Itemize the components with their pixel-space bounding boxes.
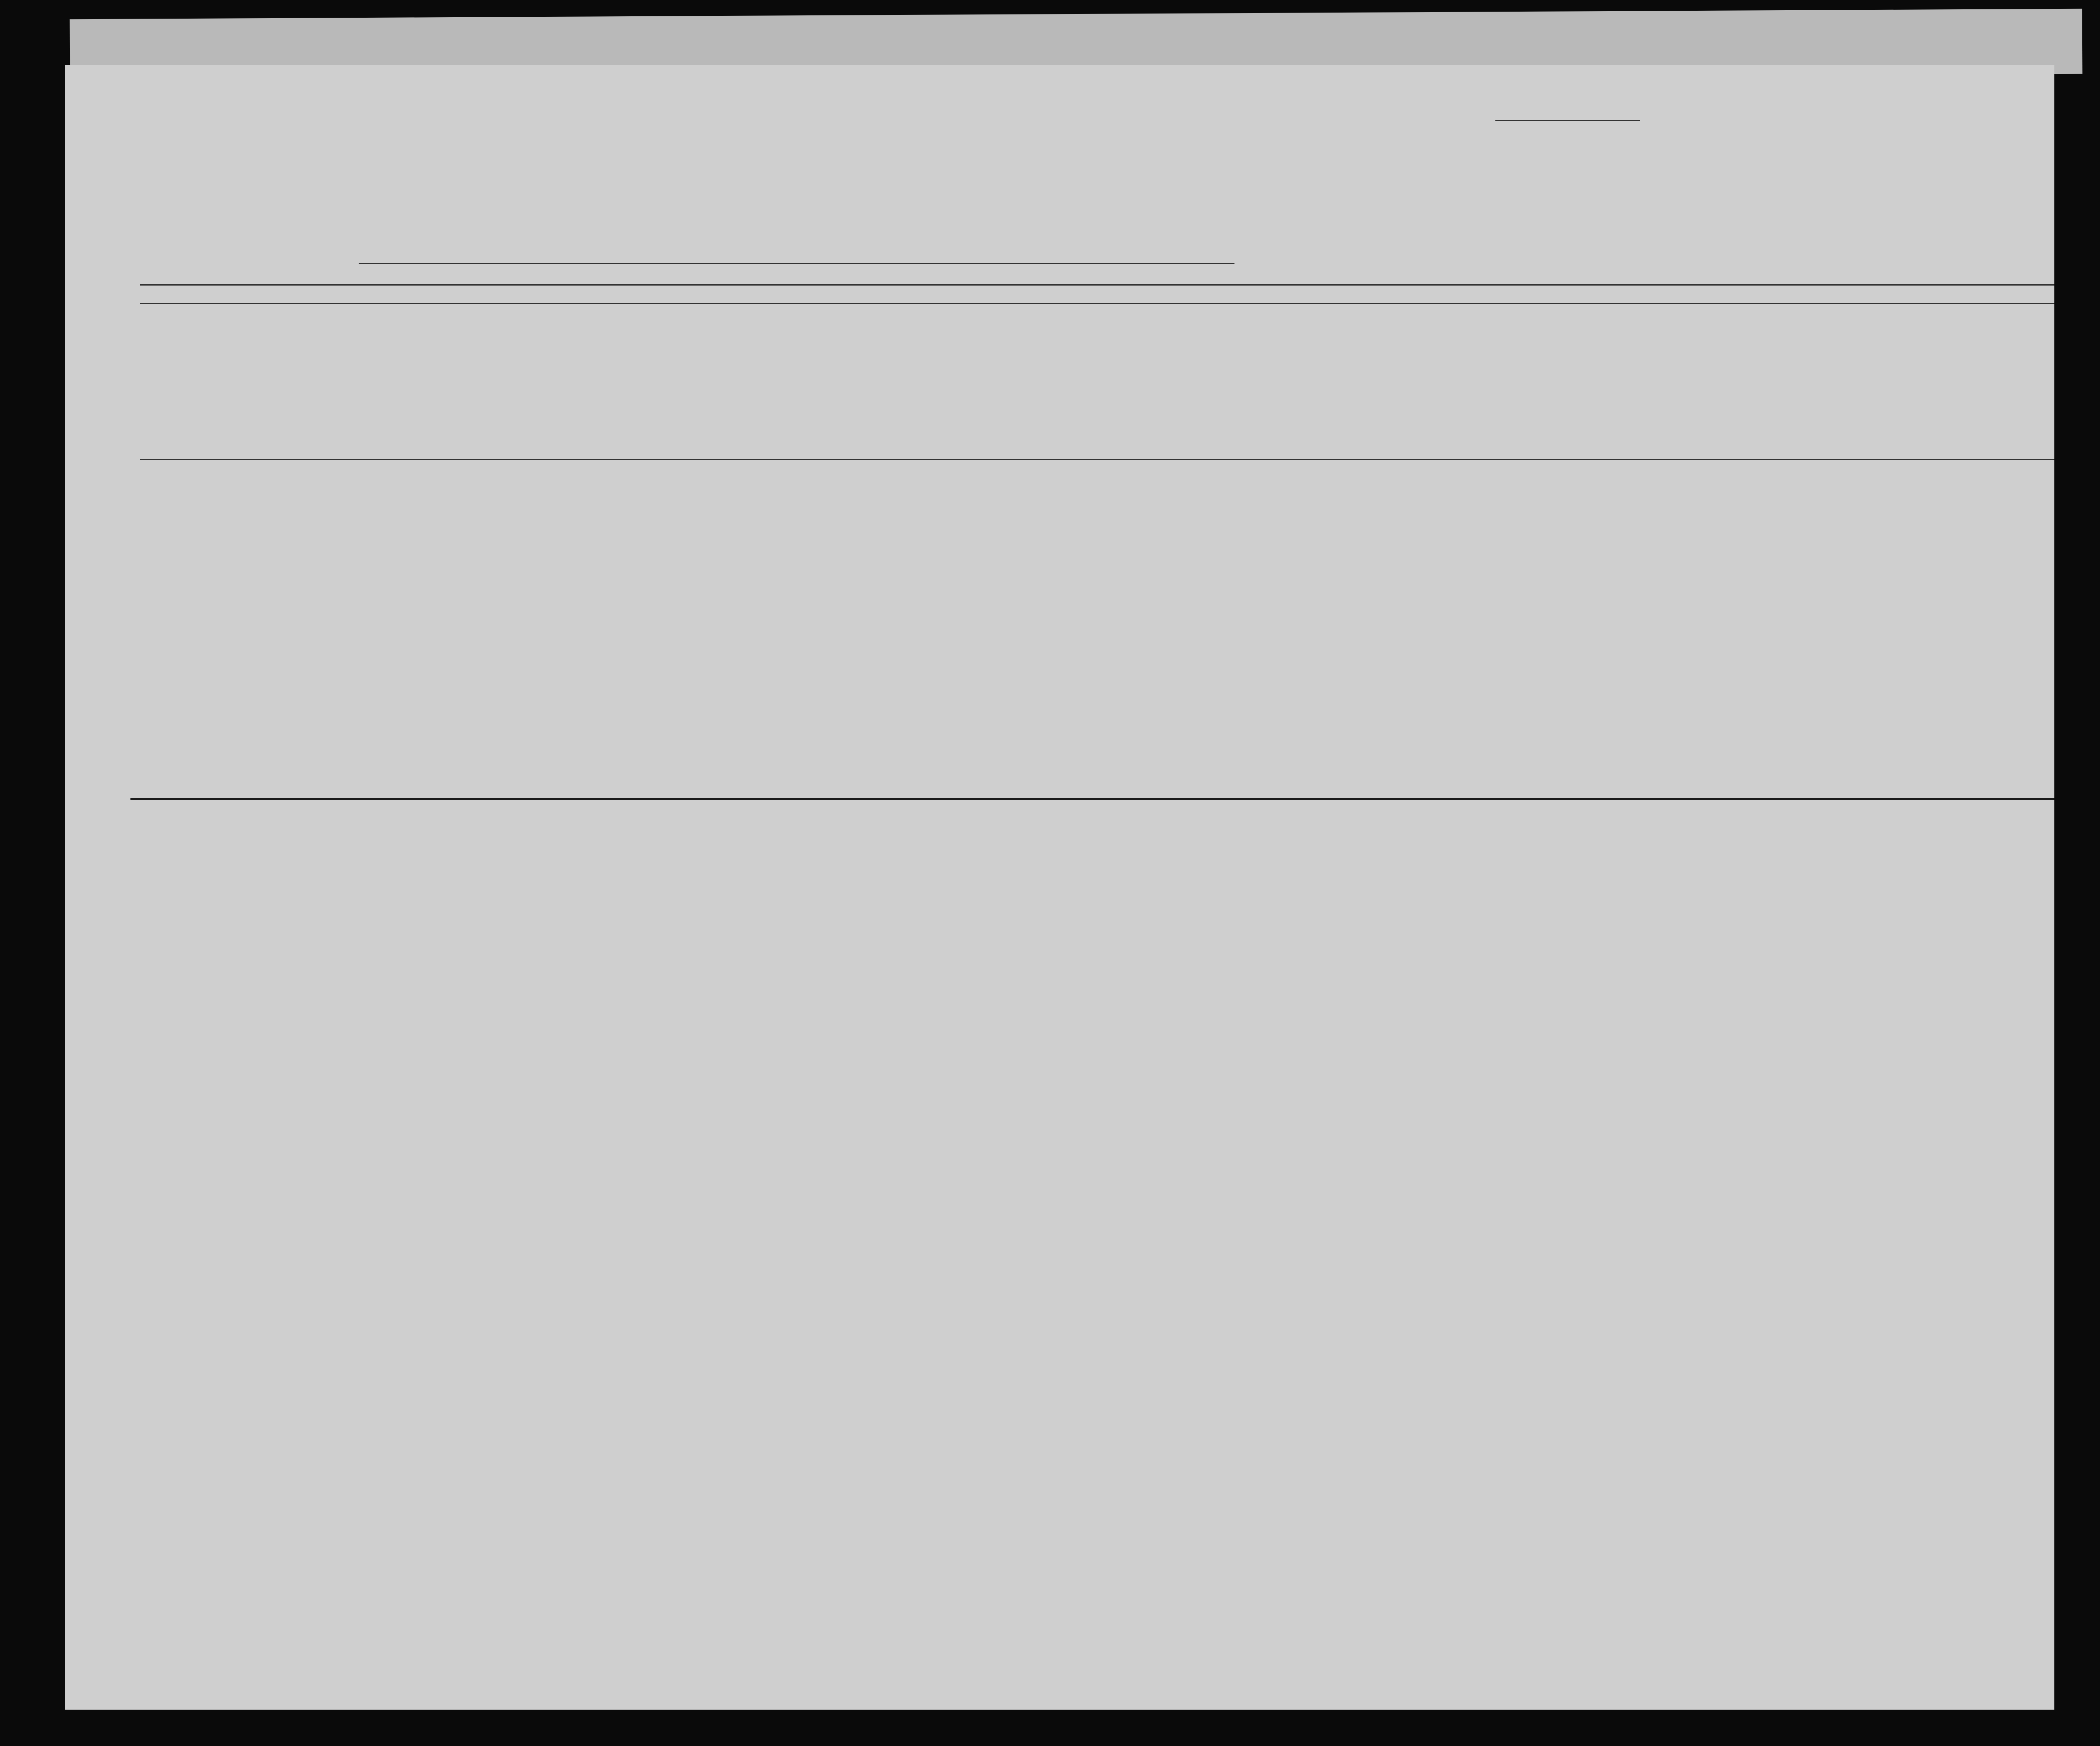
manifest-sheet bbox=[65, 65, 2054, 1710]
rows-layer bbox=[65, 65, 2054, 1710]
